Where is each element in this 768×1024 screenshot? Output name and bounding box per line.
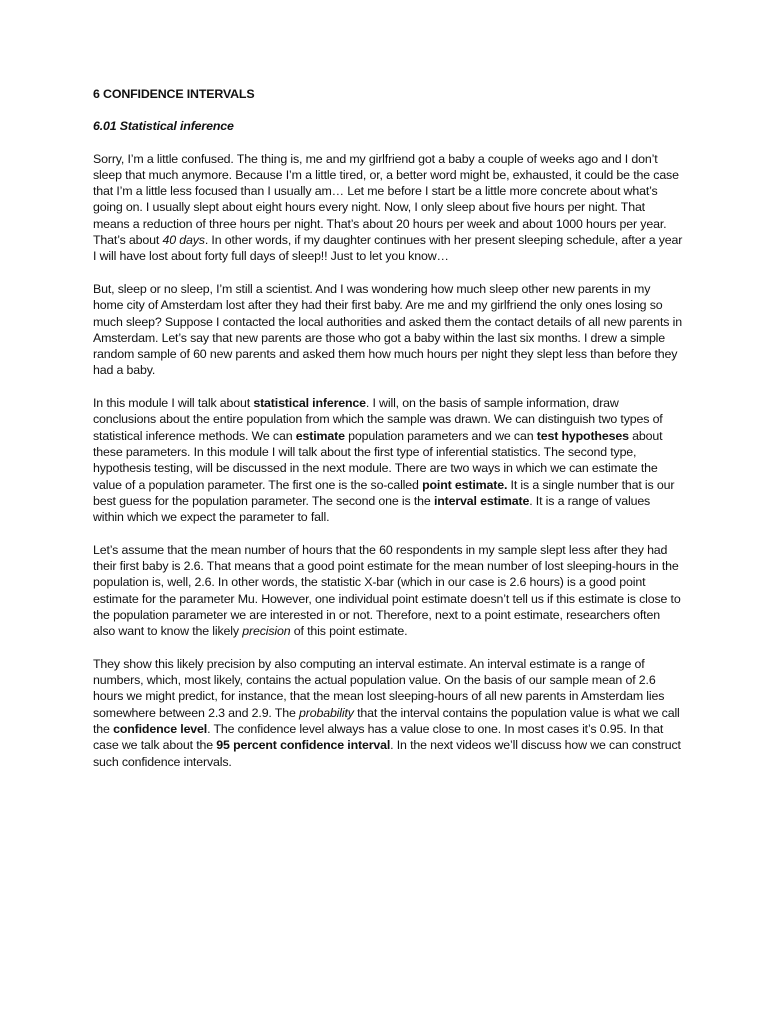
text-segment: It is a single number that is our best guess for the population parameter. The second one is the (93, 477, 675, 508)
text-segment: Sorry, I’m a little confused. The thing is, me and my girlfriend got a baby a couple of weeks ago and I don’t sleep that much anymore. Because I’m a little tired, or, a better word might be, exhausted, it could be the case that I’m a little less focused than I usually am… Let me before I start be a little more concrete about what’s going on. I usually slept about eight hours every night. Now, I only sleep about five hours per night. That means a reduction of three hours per night. That’s about 20 hours per week and about 1000 hours per year. That’s about (93, 151, 679, 248)
term-test-hypotheses: test hypotheses (536, 428, 629, 443)
document-page (93, 86, 683, 786)
text-segment: But, sleep or no sleep, I’m still a scientist. And I was wondering how much sleep other new parents in my home city of Amsterdam lost after they had their first baby. Are me and my girlfriend the only ones losing so much sleep? Suppose I contacted the local authorities and asked them the contact details of all new parents in Amsterdam. Let’s say that new parents are those who got a baby within the last six months. I drew a simple random sample of 60 new parents and asked them how much hours per night they slept less than before they had a baby. (93, 281, 682, 378)
text-segment: of this point estimate. (290, 624, 408, 639)
text-segment: . In other words, if my daughter continues with her present sleeping schedule, after a year I will have lost about forty full days of sleep!! Just to let you know… (93, 233, 683, 264)
term-confidence-level: confidence level (113, 721, 208, 736)
text-segment: . It is a range of values within which we expect the parameter to fall. (93, 493, 651, 525)
term-statistical-inference: statistical inference (253, 396, 366, 411)
section-heading: 6 CONFIDENCE INTERVALS (93, 87, 255, 101)
text-segment: In this module I will talk about (93, 396, 254, 411)
term-95-percent-confidence-interval: 95 percent confidence interval (216, 738, 391, 753)
text-segment: They show this likely precision by also computing an interval estimate. An interval estimate is a range of numbers, which, most likely, contains the actual population value. On the basis of our sample mean of 2.6 hours we might predict, for instance, that the mean lost sleeping-hours of all new parents in Amsterdam lies somewhere between 2.3 and 2.9. The (93, 656, 665, 720)
term-estimate: estimate (295, 428, 345, 443)
paragraph-4 (93, 542, 683, 640)
text-segment: . I will, on the basis of sample information, draw conclusions about the entire population from which the sample was drawn. We can distinguish two types of statistical inference methods. We can (93, 396, 663, 443)
text-segment: about these parameters. In this module I will talk about the first type of inferential statistics. The second type, hypothesis testing, will be discussed in the next module. There are two ways in which we can estimate the value of a population parameter. The first one is the so-called (93, 428, 663, 492)
paragraph-3 (93, 395, 683, 525)
paragraph-2 (93, 281, 683, 379)
text-segment-emphasis: 40 days (162, 233, 205, 248)
text-segment: population parameters and we can (344, 428, 537, 443)
term-point-estimate: point estimate. (422, 477, 508, 492)
text-segment: Let’s assume that the mean number of hours that the 60 respondents in my sample slept less after they had their first baby is 2.6. That means that a good point estimate for the mean number of lost sleeping-hours in the population is, well, 2.6. In other words, the statistic X-bar (which in our case is 2.6 hours) is a good point estimate for the parameter Mu. However, one individual point estimate doesn’t tell us if this estimate is close to the population parameter we are interested in or not. Therefore, next to a point estimate, researchers often also want to know the likely (93, 542, 681, 639)
term-probability: probability (299, 705, 354, 720)
term-interval-estimate: interval estimate (433, 493, 530, 508)
paragraph-5 (93, 656, 683, 770)
text-segment: . The confidence level always has a value close to one. In most cases it’s 0.95. In that case we talk about the (93, 721, 664, 753)
term-precision: precision (242, 624, 291, 639)
subsection-heading: 6.01 Statistical inference (93, 119, 234, 134)
paragraph-1 (93, 151, 683, 265)
text-segment: that the interval contains the population value is what we call the (93, 705, 680, 736)
text-segment: . In the next videos we’ll discuss how we can construct such confidence intervals. (93, 738, 681, 769)
